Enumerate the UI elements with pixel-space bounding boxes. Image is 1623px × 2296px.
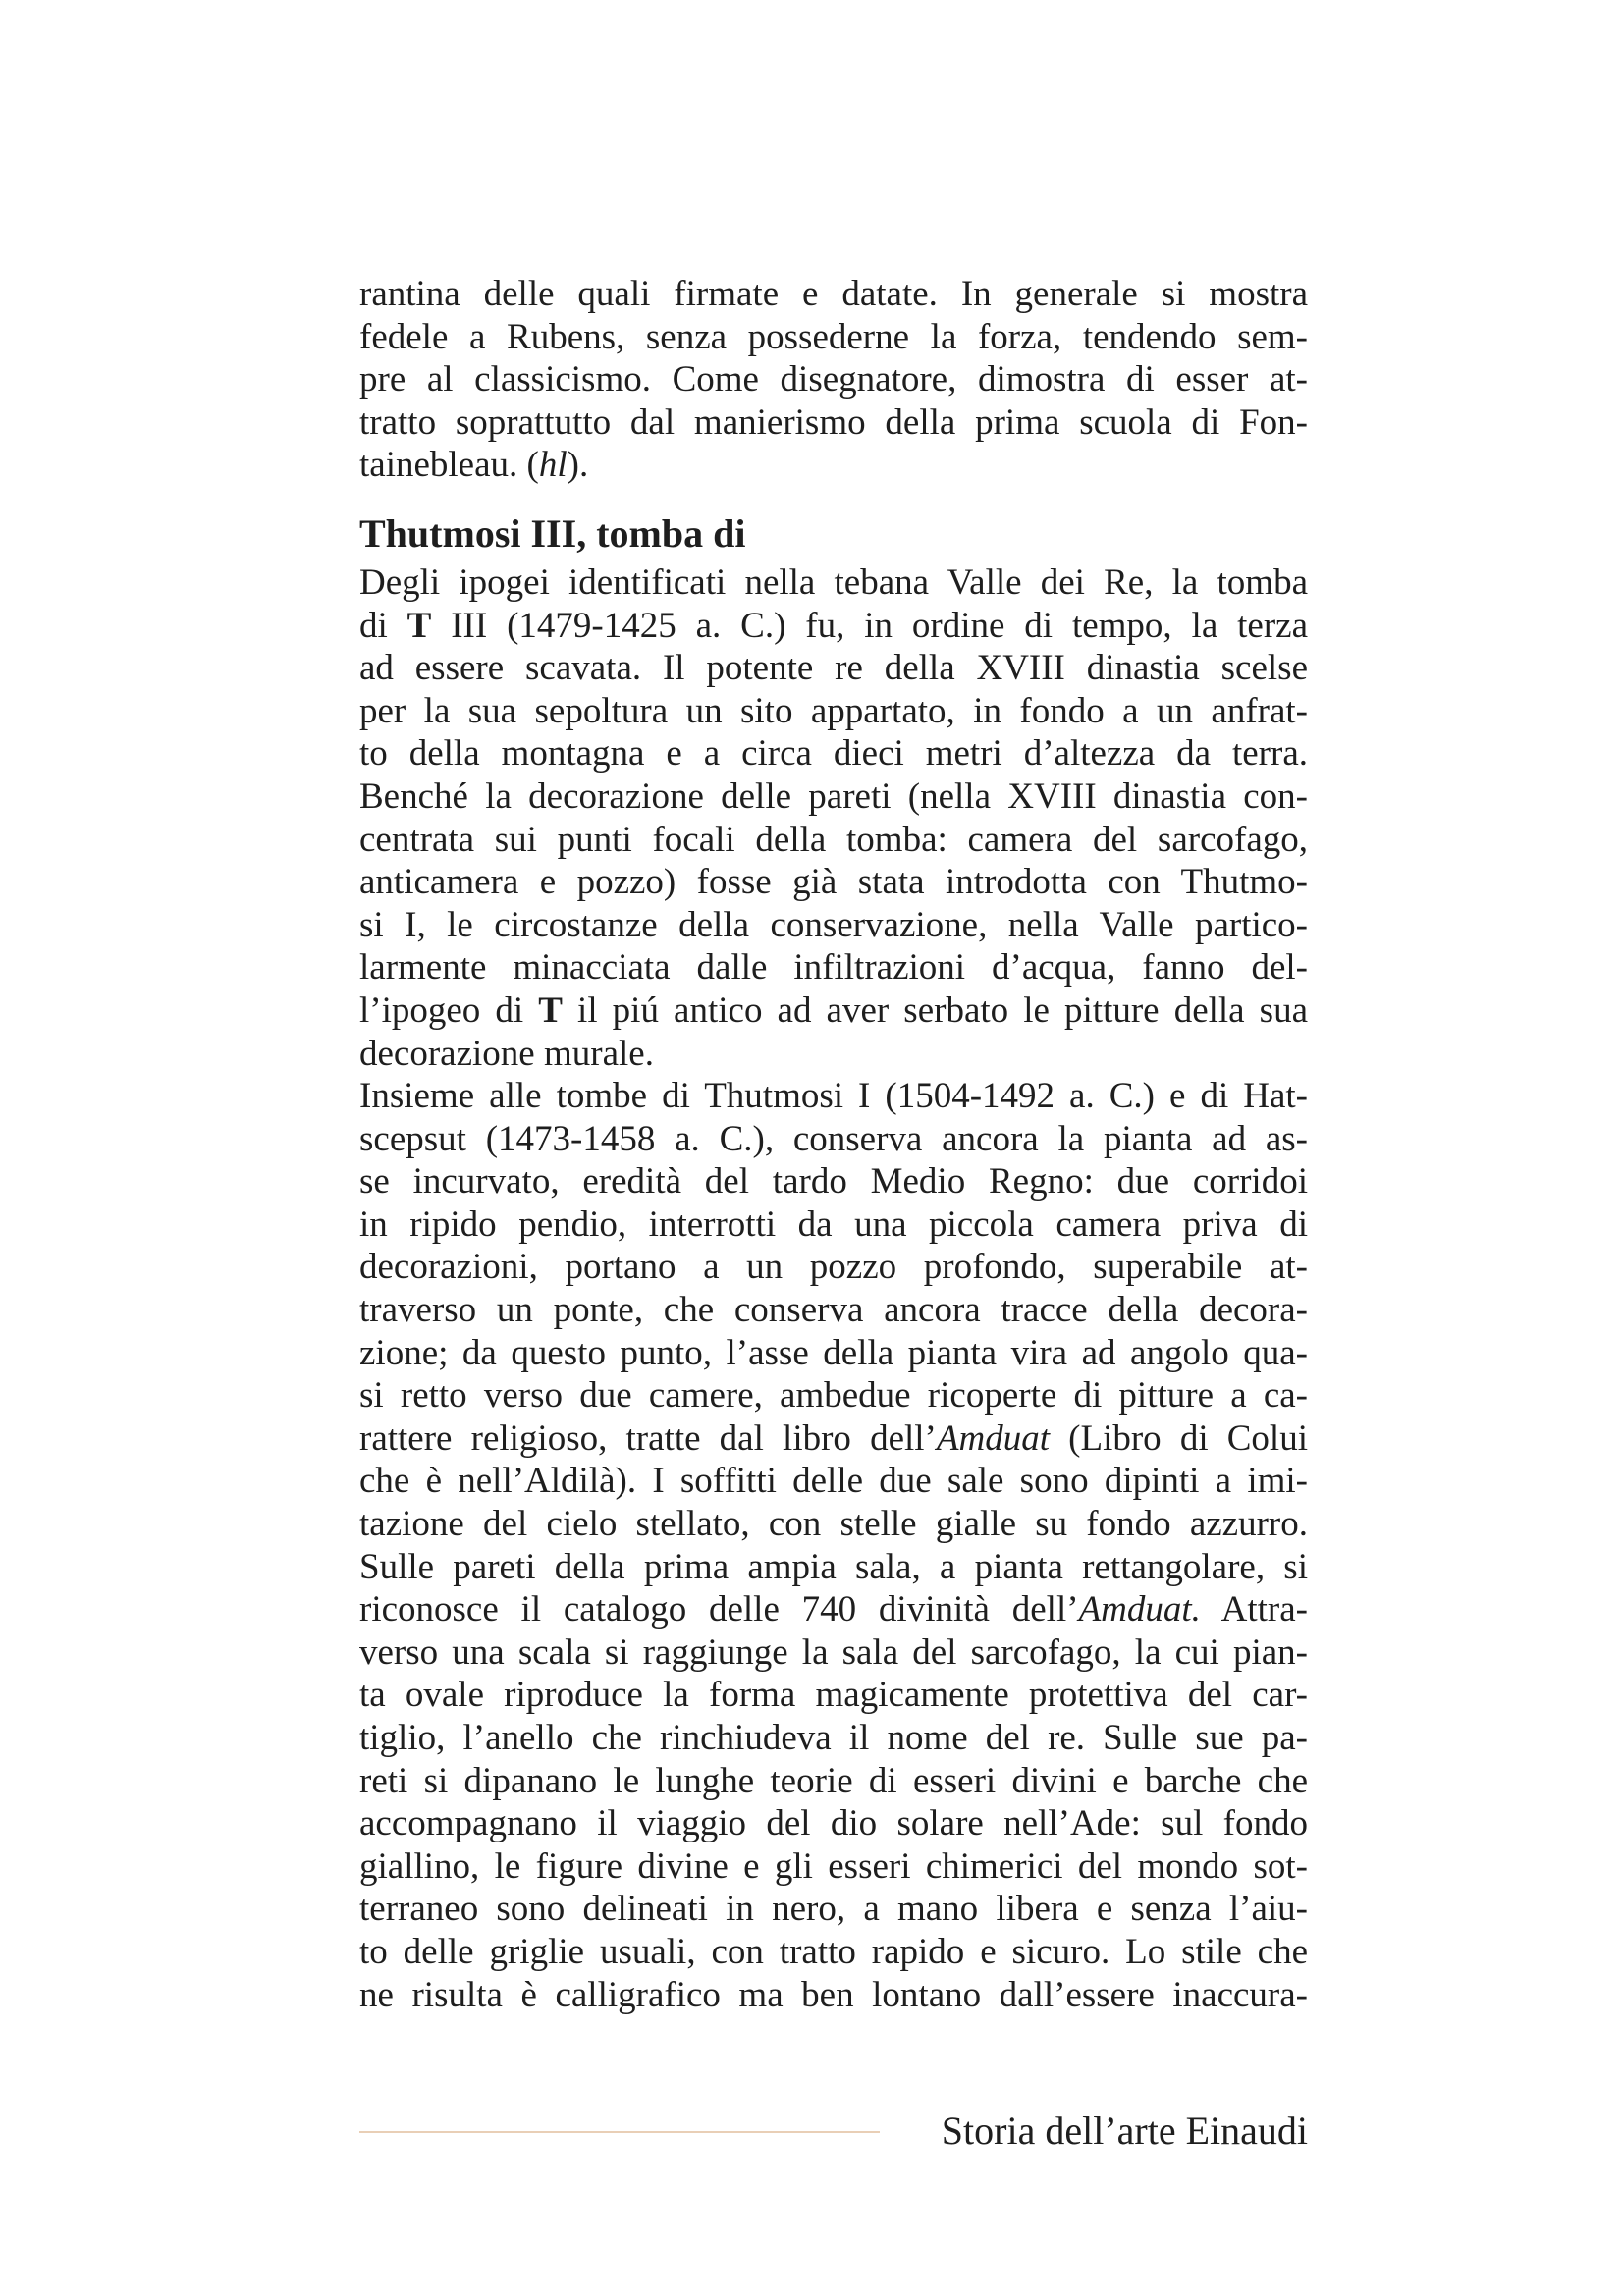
- text-line: zione; da questo punto, l’asse della pianta vira ad angolo qua-: [359, 1332, 1308, 1373]
- text-segment: l’ipogeo di: [359, 989, 539, 1031]
- text-line: Benché la decorazione delle pareti (nella XVIII dinastia con-: [359, 775, 1308, 817]
- text-line: terraneo sono delineati in nero, a mano libera e senza l’aiu-: [359, 1889, 1308, 1930]
- text-line: pre al classicismo. Come disegnatore, dimostra di esser at-: [359, 359, 1308, 400]
- text-line: [359, 605, 1308, 648]
- text-line: se incurvato, eredità del tardo Medio Regno: due corridoi: [359, 1161, 1308, 1202]
- text-segment: il piú antico ad aver serbato le pitture della sua: [562, 989, 1308, 1031]
- text-line: ad essere scavata. Il potente re della XVIII dinastia scelse: [359, 648, 1308, 689]
- text-line: Insieme alle tombe di Thutmosi I (1504-1492 a. C.) e di Hat-: [359, 1076, 1308, 1117]
- text-line: centrata sui punti focali della tomba: camera del sarcofago,: [359, 819, 1308, 860]
- text-segment: tainebleau. (: [359, 445, 539, 486]
- text-line: to delle griglie usuali, con tratto rapido e sicuro. Lo stile che: [359, 1931, 1308, 1972]
- text-line: anticamera e pozzo) fosse già stata introdotta con Thutmo-: [359, 862, 1308, 903]
- text-line: scepsut (1473-1458 a. C.), conserva ancora la pianta ad as-: [359, 1118, 1308, 1159]
- text-line: tiglio, l’anello che rinchiudeva il nome del re. Sulle sue pa-: [359, 1718, 1308, 1758]
- text-line: fedele a Rubens, senza possederne la forza, tendendo sem-: [359, 316, 1308, 357]
- intro-paragraph: [359, 273, 1308, 487]
- text-segment: riconosce il catalogo delle 740 divinità dell’: [359, 1589, 1079, 1630]
- text-segment: rattere religioso, tratte dal libro dell’: [359, 1417, 937, 1459]
- page-footer: [359, 2104, 1308, 2163]
- text-line: ta ovale riproduce la forma magicamente protettiva del car-: [359, 1675, 1308, 1716]
- text-line: per la sua sepoltura un sito appartato, in fondo a un anfrat-: [359, 690, 1308, 731]
- paragraph-1: [359, 561, 1308, 1075]
- footer-rule: [359, 2131, 880, 2133]
- text-line: Degli ipogei identificati nella tebana Valle dei Re, la tomba: [359, 561, 1308, 603]
- text-line: Sulle pareti della prima ampia sala, a pianta rettangolare, si: [359, 1546, 1308, 1587]
- text-line: decorazione murale.: [359, 1033, 654, 1074]
- entry-title: Thutmosi III, tomba di: [359, 510, 746, 556]
- text-line: to della montagna e a circa dieci metri d’altezza da terra.: [359, 733, 1308, 774]
- text-segment: ).: [567, 445, 589, 486]
- text-line: si I, le circostanze della conservazione, nella Valle partico-: [359, 904, 1308, 945]
- entry-abbreviation: T: [538, 989, 563, 1031]
- text-line: [359, 1588, 1308, 1631]
- text-line: si retto verso due camere, ambedue ricoperte di pitture a ca-: [359, 1375, 1308, 1416]
- text-line: [359, 989, 1308, 1033]
- text-line: rantina delle quali firmate e datate. In generale si mostra: [359, 274, 1308, 314]
- text-line: larmente minacciata dalle infiltrazioni d’acqua, fanno del-: [359, 947, 1308, 988]
- book-title: Amduat.: [1078, 1589, 1201, 1630]
- text-line: [359, 444, 1308, 487]
- text-segment: Attra-: [1200, 1589, 1308, 1630]
- text-line: in ripido pendio, interrotti da una piccola camera priva di: [359, 1203, 1308, 1245]
- text-segment: di: [359, 605, 407, 646]
- entry-abbreviation: T: [406, 605, 432, 646]
- text-line: verso una scala si raggiunge la sala del sarcofago, la cui pian-: [359, 1631, 1308, 1673]
- text-line: tazione del cielo stellato, con stelle gialle su fondo azzurro.: [359, 1504, 1308, 1545]
- book-title: Amduat: [936, 1417, 1050, 1459]
- text-line: ne risulta è calligrafico ma ben lontano dall’essere inaccura-: [359, 1974, 1308, 2015]
- page-body: [359, 273, 1308, 2016]
- text-line: giallino, le figure divine e gli esseri chimerici del mondo sot-: [359, 1845, 1308, 1887]
- text-line: reti si dipanano le lunghe teorie di esseri divini e barche che: [359, 1760, 1308, 1801]
- author-initials: hl: [538, 445, 568, 486]
- footer-publisher: Storia dell’arte Einaudi: [941, 2109, 1308, 2153]
- text-segment: (Libro di Colui: [1049, 1417, 1308, 1459]
- text-line: traverso un ponte, che conserva ancora tracce della decora-: [359, 1290, 1308, 1331]
- text-line: [359, 1417, 1308, 1461]
- text-segment: III (1479-1425 a. C.) fu, in ordine di tempo, la terza: [431, 605, 1308, 646]
- paragraph-2: [359, 1075, 1308, 2016]
- text-line: che è nell’Aldilà). I soffitti delle due sale sono dipinti a imi-: [359, 1461, 1308, 1502]
- text-line: tratto soprattutto dal manierismo della prima scuola di Fon-: [359, 401, 1308, 443]
- text-line: decorazioni, portano a un pozzo profondo, superabile at-: [359, 1247, 1308, 1288]
- text-line: accompagnano il viaggio del dio solare nell’Ade: sul fondo: [359, 1803, 1308, 1844]
